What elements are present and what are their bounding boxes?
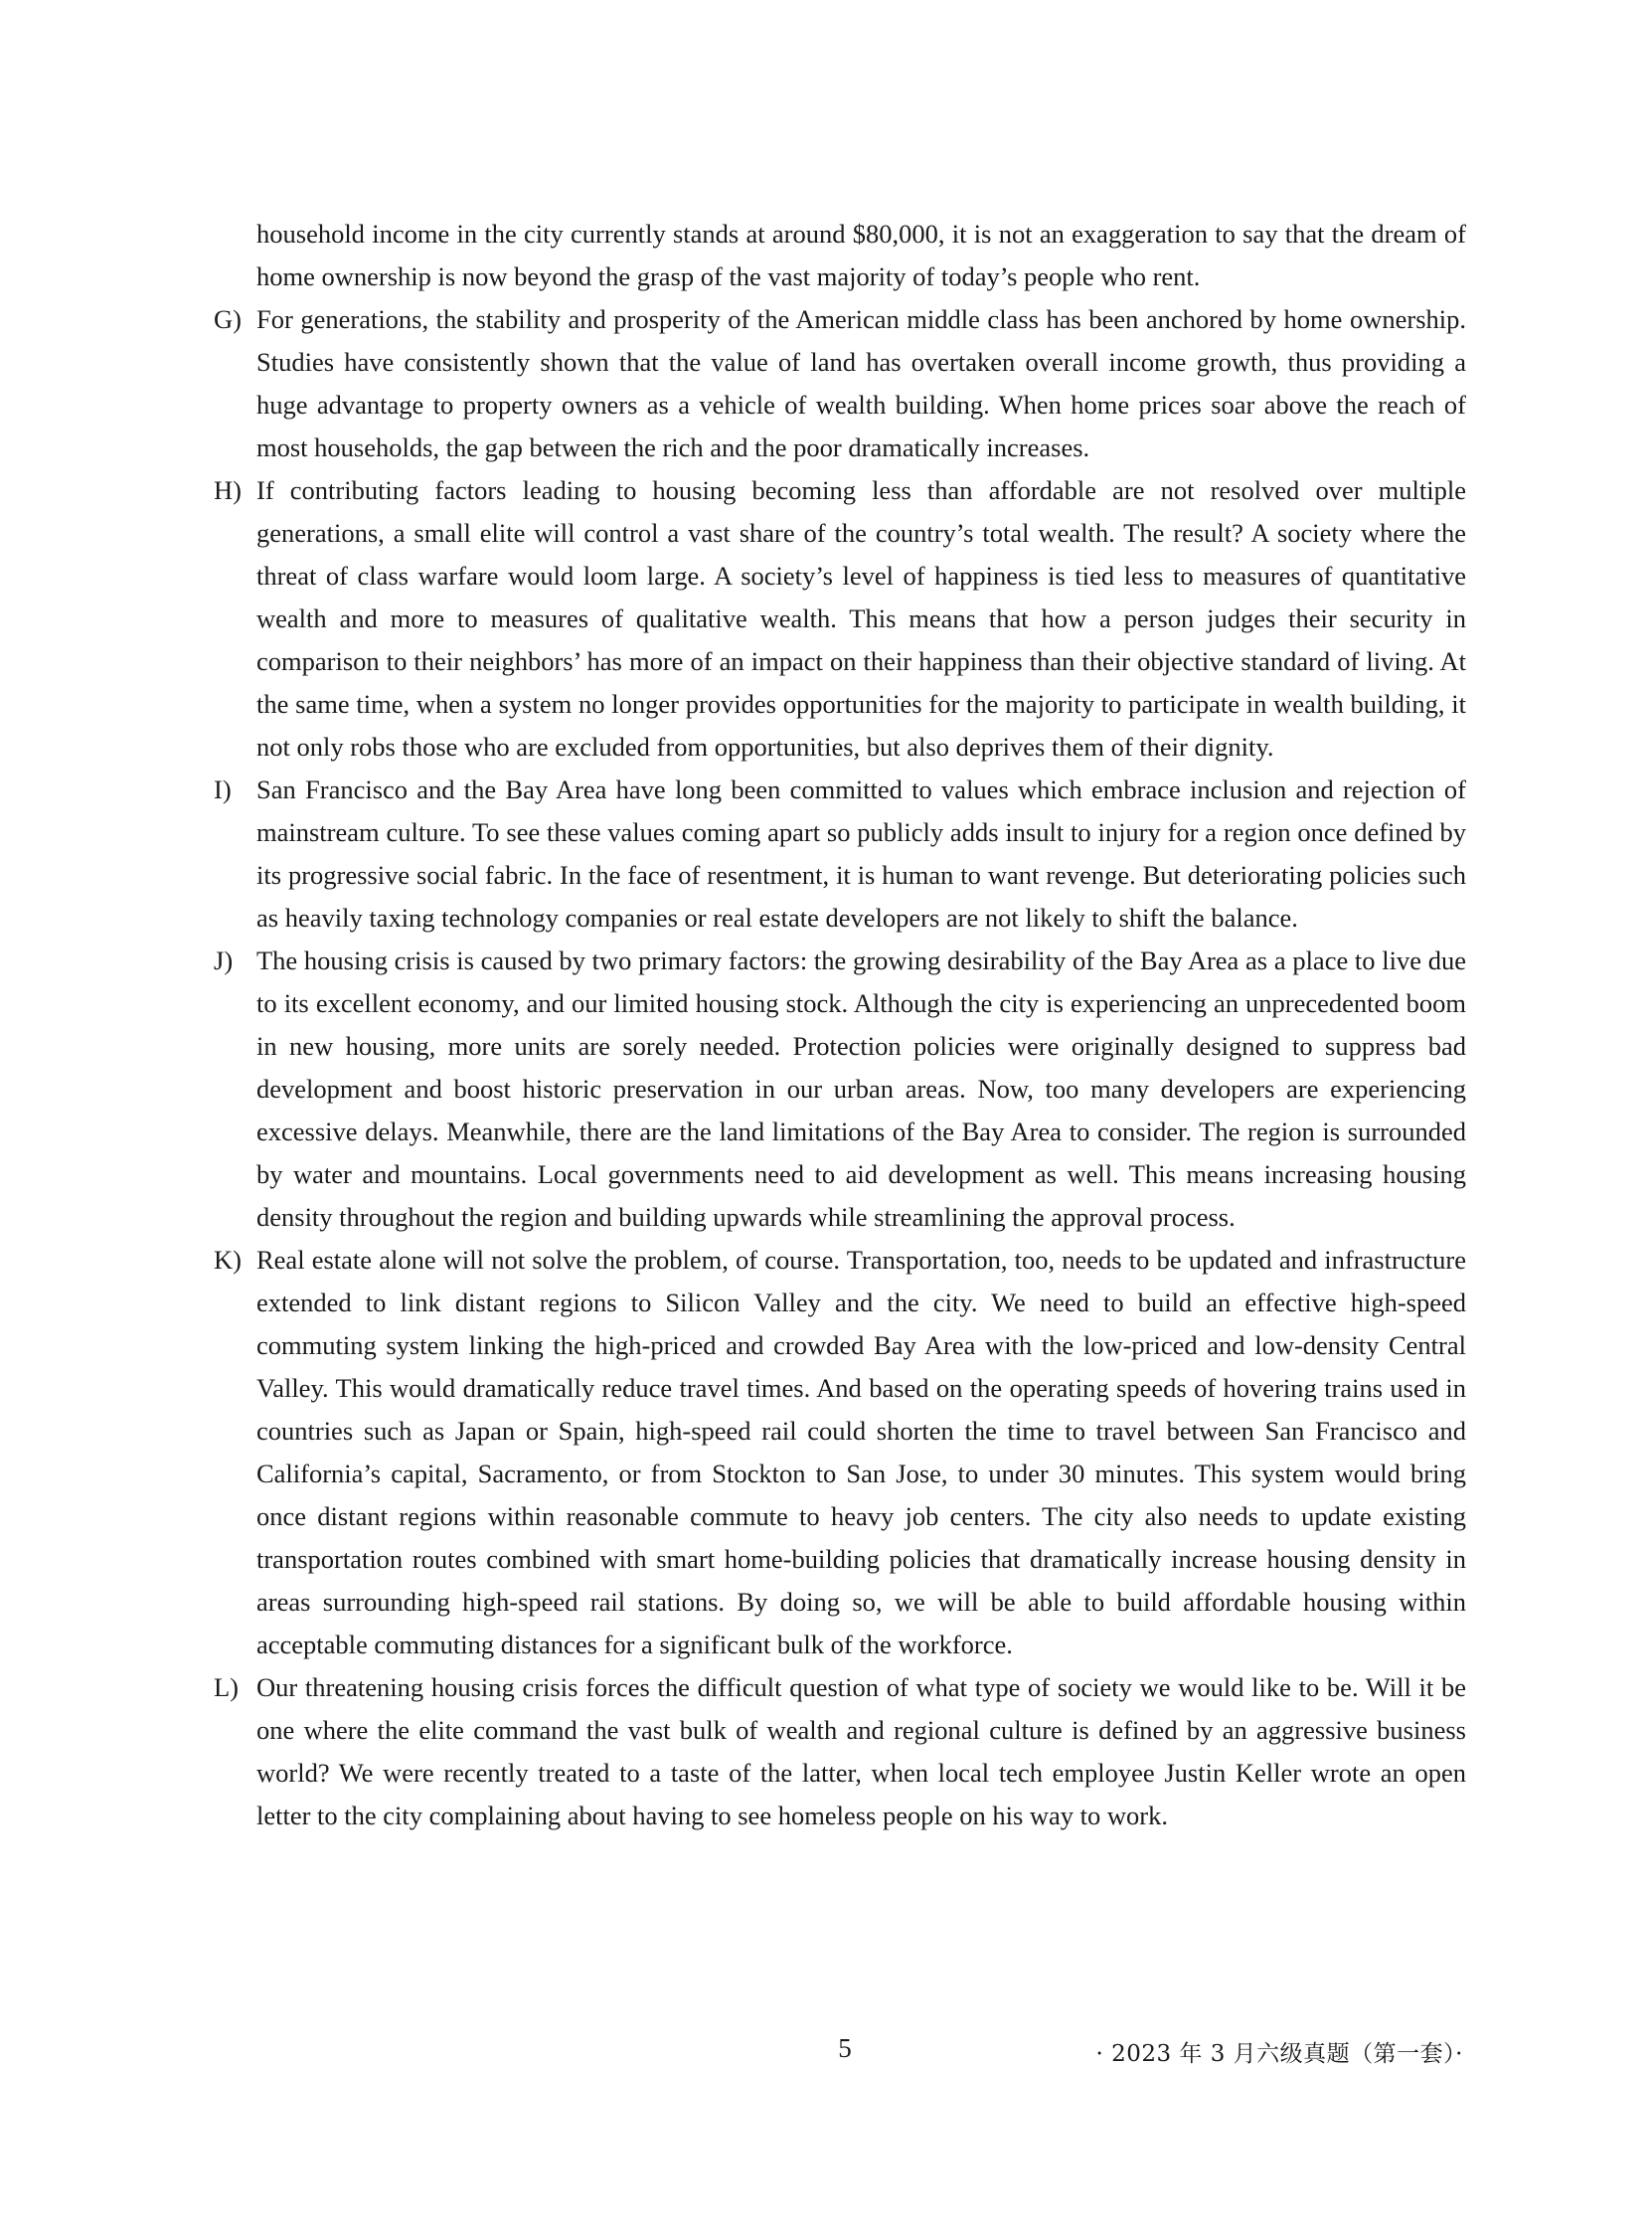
paragraph-label: H) — [214, 475, 242, 505]
exam-source-label: · 2023 年 3 月六级真题（第一套）· — [1095, 2041, 1463, 2067]
paragraph-text: San Francisco and the Bay Area have long been committed to values which embrace inclusion and rejection of mainstream culture. To see these values coming apart so publicly adds insult to injury for a region once defined by its progressive social fabric. In the face of resentment, it is human to want revenge. But deteriorating policies such as heavily taxing technology companies or real estate developers are not likely to shift the balance. — [256, 775, 1466, 933]
paragraph-text: For generations, the stability and prosperity of the American middle class has been anchored by home ownership. Studies have consistently shown that the value of land has overtaken overall income growth, thus providing a huge advantage to property owners as a vehicle of wealth building. When home prices soar above the reach of most households, the gap between the rich and the poor dramatically increases. — [256, 304, 1466, 462]
paragraph-continued — [214, 213, 1466, 298]
paragraph-l — [214, 1666, 1466, 1837]
paragraph-text: If contributing factors leading to housing becoming less than affordable are not resolved over multiple generations, a small elite will control a vast share of the country’s total wealth. The result? A society where the threat of class warfare would loom large. A society’s level of happiness is tied less to measures of quantitative wealth and more to measures of qualitative wealth. This means that how a person judges their security in comparison to their neighbors’ has more of an impact on their happiness than their objective standard of living. At the same time, when a system no longer provides opportunities for the majority to participate in wealth building, it not only robs those who are excluded from opportunities, but also deprives them of their dignity. — [256, 475, 1466, 762]
paragraph-label: L) — [214, 1672, 240, 1702]
paragraph-j — [214, 940, 1466, 1239]
paragraph-g — [214, 298, 1466, 469]
paragraph-i — [214, 769, 1466, 940]
paragraph-label: G) — [214, 304, 242, 334]
paragraph-h — [214, 469, 1466, 769]
paragraph-label: J) — [214, 946, 234, 975]
paragraph-text: household income in the city currently stands at around $80,000, it is not an exaggeration to say that the dream of home ownership is now beyond the grasp of the vast majority of today’s people who rent. — [256, 219, 1466, 291]
paragraph-label: K) — [214, 1245, 242, 1275]
paragraph-text: Our threatening housing crisis forces the difficult question of what type of society we would like to be. Will it be one where the elite command the vast bulk of wealth and regional culture is defined by an aggressive business world? We were recently treated to a taste of the latter, when local tech employee Justin Keller wrote an open letter to the city complaining about having to see homeless people on his way to work. — [256, 1672, 1466, 1830]
page-number: 5 — [838, 2033, 852, 2063]
paragraph-label: I) — [214, 775, 232, 804]
paragraph-text: Real estate alone will not solve the problem, of course. Transportation, too, needs to be updated and infrastructure extended to link distant regions to Silicon Valley and the city. We need to build an effective high-speed commuting system linking the high-priced and crowded Bay Area with the low-priced and low-density Central Valley. This would dramatically reduce travel times. And based on the operating speeds of hovering trains used in countries such as Japan or Spain, high-speed rail could shorten the time to travel between San Francisco and California’s capital, Sacramento, or from Stockton to San Jose, to under 30 minutes. This system would bring once distant regions within reasonable commute to heavy job centers. The city also needs to update existing transportation routes combined with smart home-building policies that dramatically increase housing density in areas surrounding high-speed rail stations. By doing so, we will be able to build affordable housing within acceptable commuting distances for a significant bulk of the workforce. — [256, 1245, 1466, 1659]
paragraph-text: The housing crisis is caused by two primary factors: the growing desirability of the Bay Area as a place to live due to its excellent economy, and our limited housing stock. Although the city is experiencing an unprecedented boom in new housing, more units are sorely needed. Protection policies were originally designed to suppress bad development and boost historic preservation in our urban areas. Now, too many developers are experiencing excessive delays. Meanwhile, there are the land limitations of the Bay Area to consider. The region is surrounded by water and mountains. Local governments need to aid development as well. This means increasing housing density throughout the region and building upwards while streamlining the approval process. — [256, 946, 1466, 1232]
paragraph-k — [214, 1239, 1466, 1666]
document-body — [214, 213, 1466, 1837]
